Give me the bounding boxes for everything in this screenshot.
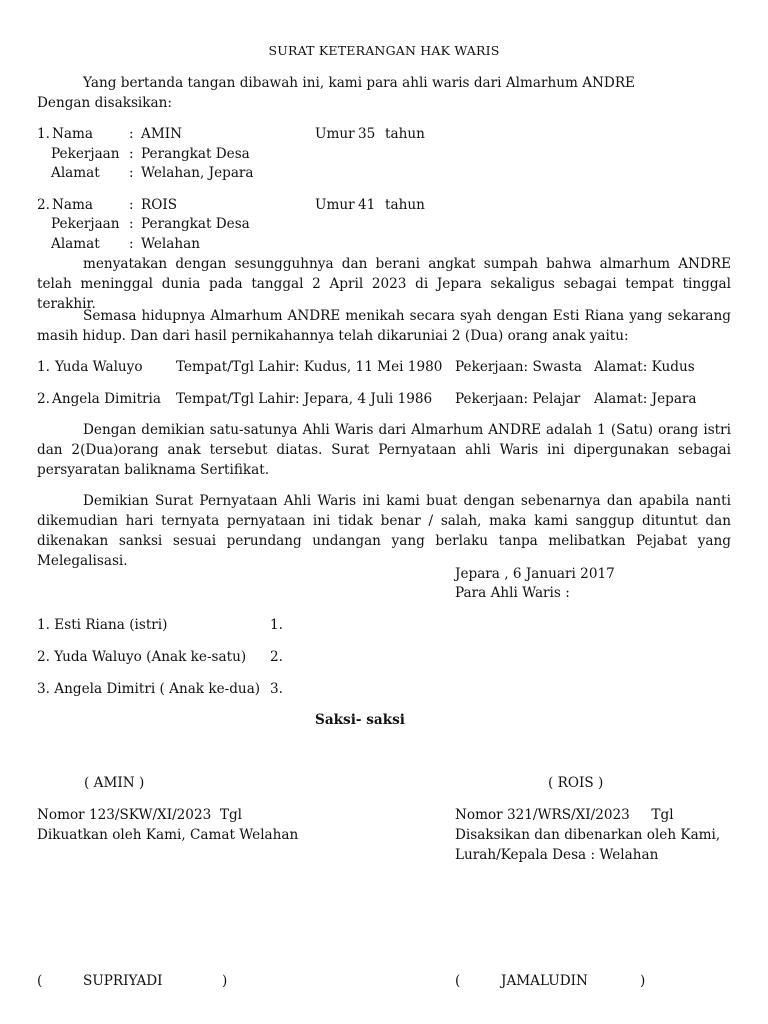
age-value: 41 bbox=[358, 197, 376, 213]
witnessed-by-line: Dengan disaksikan: bbox=[37, 95, 172, 111]
left-endorsement: Dikuatkan oleh Kami, Camat Welahan bbox=[37, 827, 299, 843]
witness-job: Perangkat Desa bbox=[141, 216, 250, 232]
witness-number: 2. bbox=[37, 197, 50, 213]
heir-sign-number-3: 3. bbox=[270, 681, 283, 697]
child-address: Alamat: Jepara bbox=[594, 391, 697, 407]
age-unit: tahun bbox=[385, 126, 425, 142]
address-label: Alamat bbox=[51, 165, 100, 181]
child-birth: Tempat/Tgl Lahir: Kudus, 11 Mei 1980 bbox=[176, 359, 443, 375]
document-title: SURAT KETERANGAN HAK WARIS bbox=[268, 43, 500, 58]
child-name: Yuda Waluyo bbox=[55, 359, 143, 375]
place-date: Jepara , 6 Januari 2017 bbox=[455, 566, 615, 582]
heir-sign-number-1: 1. bbox=[270, 617, 283, 633]
witness-name: ROIS bbox=[141, 197, 178, 213]
witness-address: Welahan, Jepara bbox=[141, 165, 254, 181]
marriage-paragraph bbox=[37, 306, 731, 346]
camat-signer-name: SUPRIYADI bbox=[83, 973, 163, 989]
right-endorsement-2: Lurah/Kepala Desa : Welahan bbox=[455, 847, 659, 863]
statement-text: menyatakan dengan sesungguhnya dan berani angkat sumpah bahwa almarhum ANDRE telah meninggal dunia pada tanggal 2 April 2023 di Jepara sekaligus sebagai tempat tinggal terakhir. bbox=[37, 256, 731, 312]
colon: : bbox=[129, 165, 134, 181]
statement-paragraph bbox=[37, 254, 731, 314]
age-label: Umur bbox=[315, 126, 355, 142]
job-label: Pekerjaan bbox=[51, 216, 120, 232]
left-open-paren: ( bbox=[37, 973, 43, 989]
colon: : bbox=[129, 236, 134, 252]
child-job: Pekerjaan: Pelajar bbox=[455, 391, 581, 407]
lurah-signer-name: JAMALUDIN bbox=[501, 973, 588, 989]
heirs-text: Dengan demikian satu-satunya Ahli Waris dari Almarhum ANDRE adalah 1 (Satu) orang istri dan 2(Dua)orang anak tersebut diatas. Surat Pernyataan ahli Waris ini dipergunakan sebagai persyaratan baliknama Sertifikat. bbox=[37, 422, 731, 478]
colon: : bbox=[129, 126, 134, 142]
witness-name: AMIN bbox=[141, 126, 183, 142]
age-unit: tahun bbox=[385, 197, 425, 213]
heir-signer-1: 1. Esti Riana (istri) bbox=[37, 617, 168, 633]
right-endorsement-1: Disaksikan dan dibenarkan oleh Kami, bbox=[455, 827, 721, 843]
closing-text: Demikian Surat Pernyataan Ahli Waris ini kami buat dengan sebenarnya dan apabila nanti dikemudian hari ternyata pernyataan ini tidak benar / salah, maka kami sanggup dituntut dan dikenakan sanksi sesuai perundang undangan yang berlaku tanpa melibatkan Pejabat yang Melegalisasi. bbox=[37, 493, 731, 569]
colon: : bbox=[129, 146, 134, 162]
left-number-line: Nomor 123/SKW/XI/2023 Tgl bbox=[37, 807, 243, 823]
child-name: Angela Dimitria bbox=[52, 391, 161, 407]
name-label: Nama bbox=[52, 197, 93, 213]
right-open-paren: ( bbox=[455, 973, 461, 989]
heir-signer-3: 3. Angela Dimitri ( Anak ke-dua) bbox=[37, 681, 261, 697]
heirs-paragraph bbox=[37, 420, 731, 480]
witness-sign-amin: ( AMIN ) bbox=[84, 775, 145, 791]
colon: : bbox=[129, 197, 134, 213]
heir-sign-number-2: 2. bbox=[270, 649, 283, 665]
left-close-paren: ) bbox=[222, 973, 228, 989]
name-label: Nama bbox=[52, 126, 93, 142]
witness-job: Perangkat Desa bbox=[141, 146, 250, 162]
witness-address: Welahan bbox=[141, 236, 200, 252]
right-number-line: Nomor 321/WRS/XI/2023 Tgl bbox=[455, 807, 674, 823]
witness-number: 1. bbox=[37, 126, 50, 142]
closing-paragraph bbox=[37, 491, 731, 571]
colon: : bbox=[129, 216, 134, 232]
child-number: 2. bbox=[37, 391, 50, 407]
child-job: Pekerjaan: Swasta bbox=[455, 359, 583, 375]
witness-sign-rois: ( ROIS ) bbox=[548, 775, 604, 791]
job-label: Pekerjaan bbox=[51, 146, 120, 162]
address-label: Alamat bbox=[51, 236, 100, 252]
age-value: 35 bbox=[358, 126, 376, 142]
marriage-text: Semasa hidupnya Almarhum ANDRE menikah secara syah dengan Esti Riana yang sekarang masih hidup. Dan dari hasil pernikahannya telah dikaruniai 2 (Dua) orang anak yaitu: bbox=[37, 308, 731, 344]
heir-signer-2: 2. Yuda Waluyo (Anak ke-satu) bbox=[37, 649, 247, 665]
witness-heading: Saksi- saksi bbox=[315, 712, 405, 728]
age-label: Umur bbox=[315, 197, 355, 213]
heirs-label: Para Ahli Waris : bbox=[455, 585, 570, 601]
child-address: Alamat: Kudus bbox=[594, 359, 695, 375]
child-birth: Tempat/Tgl Lahir: Jepara, 4 Juli 1986 bbox=[176, 391, 433, 407]
opening-line: Yang bertanda tangan dibawah ini, kami para ahli waris dari Almarhum ANDRE bbox=[83, 75, 635, 91]
right-close-paren: ) bbox=[640, 973, 646, 989]
child-number: 1. bbox=[37, 359, 50, 375]
